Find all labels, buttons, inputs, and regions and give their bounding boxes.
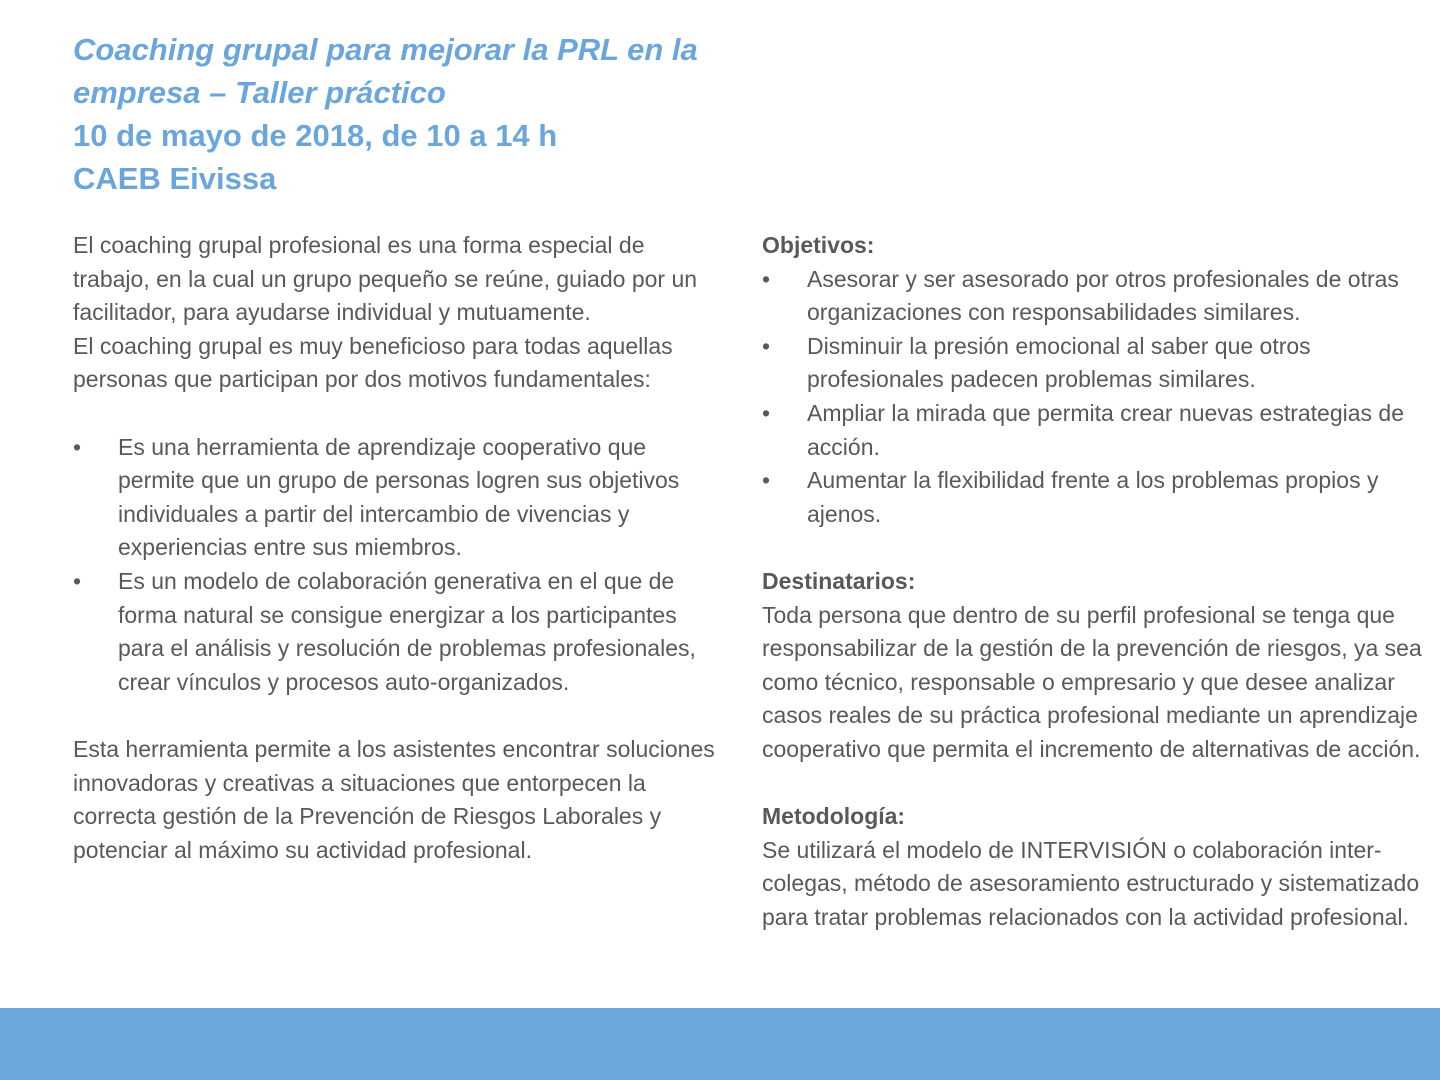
list-item-text: Asesorar y ser asesorado por otros profesionales de otras organizaciones con responsabilidades similares. — [807, 265, 1399, 326]
bullet-icon: • — [762, 467, 771, 494]
bullet-icon: • — [73, 567, 82, 594]
list-item — [73, 565, 723, 699]
list-item-text: Ampliar la mirada que permita crear nuevas estrategias de acción. — [807, 399, 1405, 460]
list-item — [762, 397, 1430, 464]
bullet-icon: • — [762, 399, 771, 426]
list-item-text: Es un modelo de colaboración generativa en el que de forma natural se consigue energizar a los participantes para el análisis y resolución de problemas profesionales, crear vínculos y procesos auto-organizados. — [118, 567, 696, 695]
bullet-icon: • — [762, 265, 771, 292]
title-line-1: Coaching grupal para mejorar la PRL en la — [73, 32, 698, 67]
list-item — [762, 263, 1430, 330]
objetivos-list — [762, 263, 1430, 532]
list-item — [73, 431, 723, 565]
destinatarios-text: Toda persona que dentro de su perfil profesional se tenga que responsabilizar de la gestión de la prevención de riesgos, ya sea como técnico, responsable o empresario y que desee analizar casos reales de su práctica profesional mediante un aprendizaje cooperativo que permita el incremento de alternativas de acción. — [762, 601, 1422, 762]
intro-paragraph-1: El coaching grupal profesional es una forma especial de trabajo, en la cual un grupo pequeño se reúne, guiado por un facilitador, para ayudarse individual y mutuamente. — [73, 232, 698, 326]
spacer — [762, 531, 1430, 565]
intro-paragraph-2: El coaching grupal es muy beneficioso para todas aquellas personas que participan por dos motivos fundamentales: — [73, 332, 673, 393]
event-date: 10 de mayo de 2018, de 10 a 14 h — [73, 118, 558, 153]
bullet-icon: • — [73, 433, 82, 460]
slide-title — [73, 28, 833, 200]
list-item — [762, 464, 1430, 531]
objetivos-heading: Objetivos: — [762, 232, 875, 258]
bullet-icon: • — [762, 332, 771, 359]
footer-bar — [0, 1008, 1440, 1080]
metodologia-heading: Metodología: — [762, 803, 906, 830]
list-item-text: Aumentar la flexibilidad frente a los problemas propios y ajenos. — [807, 467, 1379, 527]
list-item-text: Es una herramienta de aprendizaje cooperativo que permite que un grupo de personas logren sus objetivos individuales a partir del intercambio de vivencias y experiencias entre sus miembros. — [118, 433, 680, 561]
spacer — [73, 699, 723, 733]
motives-list — [73, 431, 723, 700]
list-item-text: Disminuir la presión emocional al saber que otros profesionales padecen problemas similares. — [807, 332, 1311, 393]
title-line-2: empresa – Taller práctico — [73, 75, 446, 110]
spacer — [73, 397, 723, 431]
list-item — [762, 330, 1430, 397]
event-location: CAEB Eivissa — [73, 161, 277, 196]
metodologia-text: Se utilizará el modelo de INTERVISIÓN o colaboración inter-colegas, método de asesoramiento estructurado y sistematizado para tratar problemas relacionados con la actividad profesional. — [762, 836, 1420, 930]
closing-paragraph: Esta herramienta permite a los asistentes encontrar soluciones innovadoras y creativas a situaciones que entorpecen la correcta gestión de la Prevención de Riesgos Laborales y potenciar al máximo su actividad profesional. — [73, 735, 715, 863]
destinatarios-heading: Destinatarios: — [762, 567, 916, 594]
right-column — [762, 229, 1430, 934]
spacer — [762, 767, 1430, 801]
left-column — [73, 229, 723, 867]
